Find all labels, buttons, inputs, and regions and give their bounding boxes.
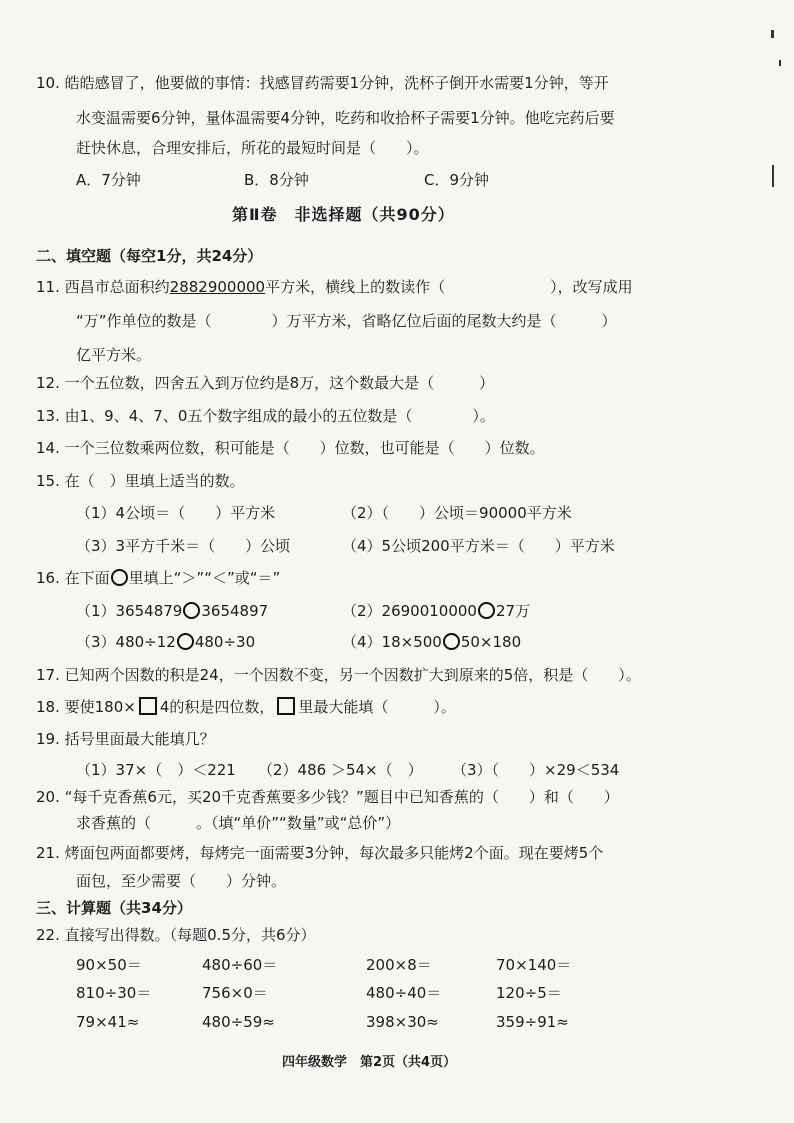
q15-number: 15.	[36, 472, 60, 490]
q19-item-1: （1）37×（ ）＜221	[76, 761, 236, 779]
q19-line	[36, 729, 215, 749]
q18-line	[36, 697, 456, 717]
calc-cell: 398×30≈	[366, 1013, 439, 1031]
q19-text: 括号里面最大能填几？	[64, 730, 215, 748]
q11-text-line2: “万”作单位的数是（ ）万平方米，省略亿位后面的尾数大约是（ ）	[76, 312, 617, 330]
scan-mark	[772, 165, 774, 187]
calc-cell: 79×41≈	[76, 1013, 140, 1031]
q10-text-line2: 水变温需要6分钟，量体温需要4分钟，吃药和收拾杯子需要1分钟。他吃完药后要	[76, 109, 615, 127]
q10-option-c: C．9分钟	[424, 171, 490, 189]
calc-cell: 480÷40＝	[366, 984, 442, 1002]
q19-item-2: （2）486 ＞54×（ ）	[258, 761, 423, 779]
calc-cell: 810÷30＝	[76, 984, 152, 1002]
q11-text-b: 平方米，横线上的数读作（ ），改写成用	[265, 278, 633, 296]
q11-line1	[36, 277, 633, 297]
page-footer: 四年级数学 第2页（共4页）	[282, 1055, 457, 1070]
calc-cell: 70×140＝	[496, 956, 572, 974]
q15-line	[36, 471, 245, 491]
calc-cell: 480÷60＝	[202, 956, 278, 974]
q20-text-line1: “每千克香蕉6元，买20千克香蕉要多少钱？”题目中已知香蕉的（ ）和（ ）	[64, 788, 619, 806]
q16-item-3	[76, 632, 255, 652]
q21-line1	[36, 843, 603, 863]
q16-item-2	[342, 601, 530, 621]
q10-line1	[36, 73, 609, 93]
q10-option-a: A．7分钟	[76, 171, 141, 189]
q15-item-2: （2）（ ）公顷＝90000平方米	[342, 504, 572, 522]
q16-item-2-left: （2）2690010000	[342, 602, 477, 620]
q13-line	[36, 406, 495, 426]
compare-circle-icon[interactable]	[478, 602, 495, 619]
q13-text: 由1、9、4、7、0五个数字组成的最小的五位数是（ ）。	[64, 407, 495, 425]
answer-box-icon	[277, 697, 295, 715]
section2-heading: 二、填空题（每空1分，共24分）	[36, 247, 263, 265]
circle-icon	[111, 569, 128, 586]
scan-mark	[779, 60, 781, 66]
q14-text: 一个三位数乘两位数，积可能是（ ）位数，也可能是（ ）位数。	[64, 439, 545, 457]
q18-text-a: 要使180×	[64, 698, 136, 716]
q11-underlined-number: 2882900000	[169, 278, 266, 296]
calc-cell: 480÷59≈	[202, 1013, 275, 1031]
q21-number: 21.	[36, 844, 60, 862]
q17-line	[36, 665, 641, 685]
compare-circle-icon[interactable]	[177, 633, 194, 650]
q17-number: 17.	[36, 666, 60, 684]
compare-circle-icon[interactable]	[443, 633, 460, 650]
q16-item-4	[342, 632, 521, 652]
q15-text: 在（ ）里填上适当的数。	[64, 472, 245, 490]
q18-text-c: 里最大能填（ ）。	[298, 698, 456, 716]
q16-item-2-right: 27万	[495, 602, 531, 620]
q12-line	[36, 373, 494, 393]
calc-cell: 120÷5＝	[496, 984, 562, 1002]
q16-item-1-left: （1）3654879	[76, 602, 183, 620]
q16-item-3-left: （3）480÷12	[76, 633, 176, 651]
q20-number: 20.	[36, 788, 60, 806]
section3-heading: 三、计算题（共34分）	[36, 899, 192, 917]
q15-item-1: （1）4公顷＝（ ）平方米	[76, 504, 276, 522]
q16-line	[36, 568, 280, 588]
q14-line	[36, 438, 545, 458]
q11-number: 11.	[36, 278, 60, 296]
q19-number: 19.	[36, 730, 60, 748]
compare-circle-icon[interactable]	[183, 602, 200, 619]
q11-text-line3: 亿平方米。	[76, 346, 152, 364]
q17-text: 已知两个因数的积是24，一个因数不变，另一个因数扩大到原来的5倍，积是（ ）。	[64, 666, 641, 684]
q22-number: 22.	[36, 926, 60, 944]
calc-cell: 200×8＝	[366, 956, 432, 974]
scan-mark	[771, 30, 774, 38]
q16-item-4-left: （4）18×500	[342, 633, 442, 651]
q21-text-line2: 面包，至少需要（ ）分钟。	[76, 872, 287, 890]
q18-number: 18.	[36, 698, 60, 716]
q11-text-a: 西昌市总面积约	[64, 278, 170, 296]
q16-text-a: 在下面	[64, 569, 110, 587]
q19-item-3: （3）（ ）×29＜534	[452, 761, 620, 779]
q15-item-4: （4）5公顷200平方米＝（ ）平方米	[342, 537, 615, 555]
calc-cell: 90×50＝	[76, 956, 142, 974]
q18-text-b: 4的积是四位数，	[159, 698, 275, 716]
q10-number: 10.	[36, 74, 60, 92]
q20-text-line2: 求香蕉的（ 。（填“单价”“数量”或“总价”）	[76, 814, 401, 832]
answer-box-icon[interactable]	[139, 697, 157, 715]
q15-item-3: （3）3平方千米＝（ ）公顷	[76, 537, 291, 555]
q12-text: 一个五位数，四舍五入到万位约是8万，这个数最大是（ ）	[64, 374, 495, 392]
q16-item-1	[76, 601, 268, 621]
q16-item-3-right: 480÷30	[194, 633, 256, 651]
q10-option-b: B．8分钟	[244, 171, 309, 189]
q13-number: 13.	[36, 407, 60, 425]
q14-number: 14.	[36, 439, 60, 457]
q16-text-b: 里填上“＞”“＜”或“＝”	[128, 569, 281, 587]
q10-text-line3: 赶快休息，合理安排后，所花的最短时间是（ ）。	[76, 139, 429, 157]
q22-line	[36, 925, 316, 945]
q21-text-line1: 烤面包两面都要烤，每烤完一面需要3分钟，每次最多只能烤2个面。现在要烤5个	[64, 844, 604, 862]
q22-text: 直接写出得数。（每题0.5分，共6分）	[64, 926, 316, 944]
q16-item-4-right: 50×180	[460, 633, 522, 651]
q16-number: 16.	[36, 569, 60, 587]
q16-item-1-right: 3654897	[201, 602, 269, 620]
calc-cell: 359÷91≈	[496, 1013, 569, 1031]
part2-title: 第Ⅱ卷 非选择题（共90分）	[232, 205, 455, 224]
q20-line1	[36, 787, 619, 807]
calc-cell: 756×0＝	[202, 984, 268, 1002]
q10-text-line1: 皓皓感冒了，他要做的事情：找感冒药需要1分钟，洗杯子倒开水需要1分钟，等开	[64, 74, 609, 92]
q12-number: 12.	[36, 374, 60, 392]
